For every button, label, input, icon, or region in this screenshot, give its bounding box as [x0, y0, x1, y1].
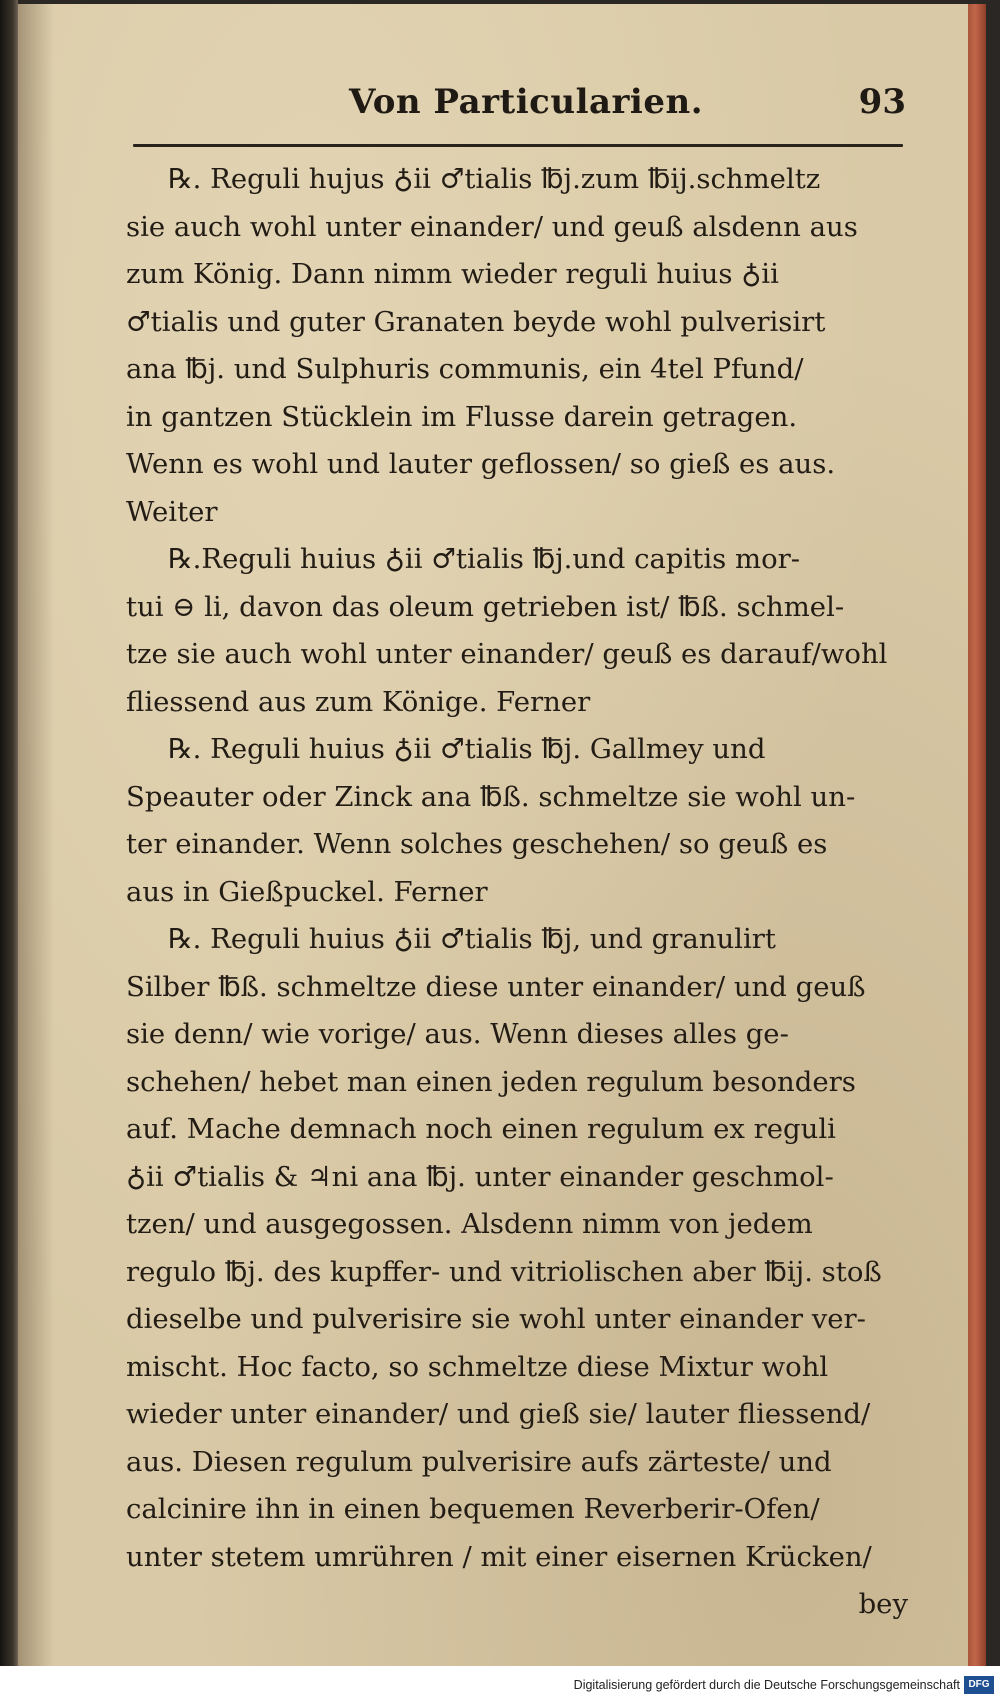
- text-line: ter einander. Wenn solches geschehen/ so geuß es: [126, 828, 828, 860]
- text-line: dieselbe und pulverisire sie wohl unter einander ver-: [126, 1303, 866, 1335]
- text-line: aus. Diesen regulum pulverisire aufs zärteste/ und: [126, 1445, 832, 1478]
- text-line: aus in Gießpuckel. Ferner: [126, 875, 488, 908]
- text-line: tui ⊖ li, davon das oleum getrieben ist/ ℔ß. schmel-: [126, 590, 845, 623]
- text-line: Weiter: [126, 495, 218, 528]
- text-line: fliessend aus zum Könige. Ferner: [126, 685, 591, 718]
- text-line: wieder unter einander/ und gieß sie/ lauter fliessend/: [126, 1398, 871, 1430]
- text-line: unter stetem umrühren / mit einer eisernen Krücken/: [126, 1540, 872, 1573]
- text-line: ana ℔j. und Sulphuris communis, ein 4tel Pfund/: [126, 353, 804, 385]
- text-line: Silber ℔ß. schmeltze diese unter einander/ und geuß: [126, 970, 866, 1003]
- text-line: tze sie auch wohl unter einander/ geuß es darauf/wohl: [126, 638, 888, 670]
- text-line: sie auch wohl unter einander/ und geuß alsdenn aus: [126, 210, 858, 243]
- book-spine-edge: [0, 0, 18, 1708]
- text-line: tzen/ und ausgegossen. Alsdenn nimm von jedem: [126, 1208, 813, 1240]
- red-page-edge: [968, 4, 986, 1666]
- catchword: bey: [858, 1588, 908, 1620]
- running-title: Von Particularien.: [348, 82, 704, 122]
- text-line: schehen/ hebet man einen jeden regulum besonders: [126, 1065, 856, 1098]
- text-line: ♂tialis und guter Granaten beyde wohl pulverisirt: [126, 305, 826, 338]
- digitization-footer: [0, 1666, 1000, 1708]
- text-line: auf. Mache demnach noch einen regulum ex reguli: [126, 1113, 836, 1145]
- text-line: in gantzen Stücklein im Flusse darein getragen.: [126, 400, 798, 433]
- text-line: ♁ii ♂tialis & ♃ni ana ℔j. unter einander geschmol-: [126, 1160, 834, 1193]
- body-text: [126, 156, 916, 1629]
- text-line: zum König. Dann nimm wieder reguli huius ♁ii: [126, 258, 779, 290]
- text-line: regulo ℔j. des kupffer- und vitriolischen aber ℔ij. stoß: [126, 1255, 882, 1288]
- header-rule: [133, 144, 903, 147]
- page-number: 93: [858, 82, 906, 122]
- footer-credit: Digitalisierung gefördert durch die Deutsche Forschungsgemeinschaft: [573, 1678, 960, 1692]
- text-line: ℞. Reguli hujus ♁ii ♂tialis ℔j.zum ℔ij.schmeltz: [168, 163, 821, 195]
- dfg-logo: DFG: [964, 1676, 994, 1694]
- text-line: ℞. Reguli huius ♁ii ♂tialis ℔j. Gallmey und: [168, 733, 766, 765]
- gutter-shadow: [18, 4, 54, 1666]
- text-line: calcinire ihn in einen bequemen Reverberir-Ofen/: [126, 1493, 820, 1525]
- page-header: [116, 82, 916, 130]
- text-line: sie denn/ wie vorige/ aus. Wenn dieses alles ge-: [126, 1018, 789, 1050]
- text-line: Speauter oder Zinck ana ℔ß. schmeltze sie wohl un-: [126, 780, 856, 813]
- text-line: mischt. Hoc facto, so schmeltze diese Mixtur wohl: [126, 1350, 829, 1383]
- text-line: ℞. Reguli huius ♁ii ♂tialis ℔j, und granulirt: [168, 923, 776, 955]
- text-line: ℞.Reguli huius ♁ii ♂tialis ℔j.und capitis mor-: [168, 543, 801, 575]
- text-line: Wenn es wohl und lauter geflossen/ so gieß es aus.: [126, 448, 836, 480]
- book-page: [18, 4, 986, 1666]
